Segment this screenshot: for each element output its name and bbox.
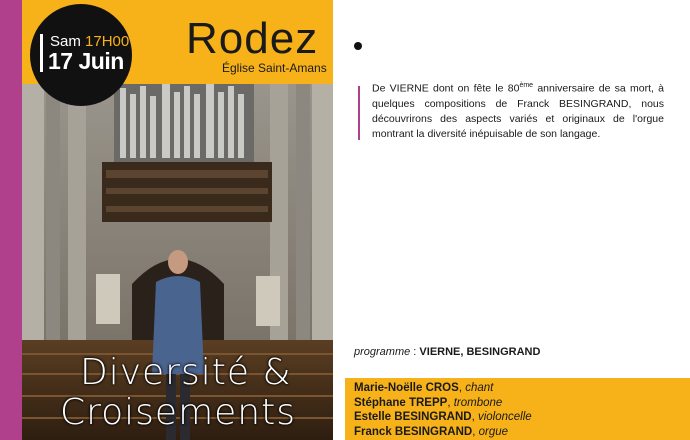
description-accent-bar [358,86,360,140]
event-time: 17H00 [85,33,130,50]
performer-item: Franck BESINGRAND, orgue [354,425,509,438]
programme-value: VIERNE, BESINGRAND [419,346,541,358]
performer-item: Marie-Noëlle CROS, chant [354,382,494,394]
performer-item: Stéphane TREPP, trombone [354,396,503,409]
performer-item: Estelle BESINGRAND, violoncelle [354,411,532,423]
event-title-line2: Croisements [60,392,296,433]
event-date: 17 Juin [48,48,124,74]
performers-list [354,381,532,439]
programme-line: programme : VIERNE, BESINGRAND [354,346,541,358]
date-badge-divider [40,34,43,72]
magenta-side-stripe [0,0,22,440]
day-label: Sam [50,33,81,50]
event-city: Rodez [186,14,319,63]
event-title-line1: Diversité & [80,352,292,393]
event-venue: Église Saint-Amans [222,61,327,75]
programme-label: programme [354,346,411,358]
event-description: De VIERNE dont on fête le 80ème anniversaire de sa mort, à quelques compositions de Franck BESINGRAND, nous découvrirons des aspects variés et originaux de l'orgue montrant la diversité inépuisable de son langage. [372,82,665,140]
bullet-dot [354,42,362,50]
